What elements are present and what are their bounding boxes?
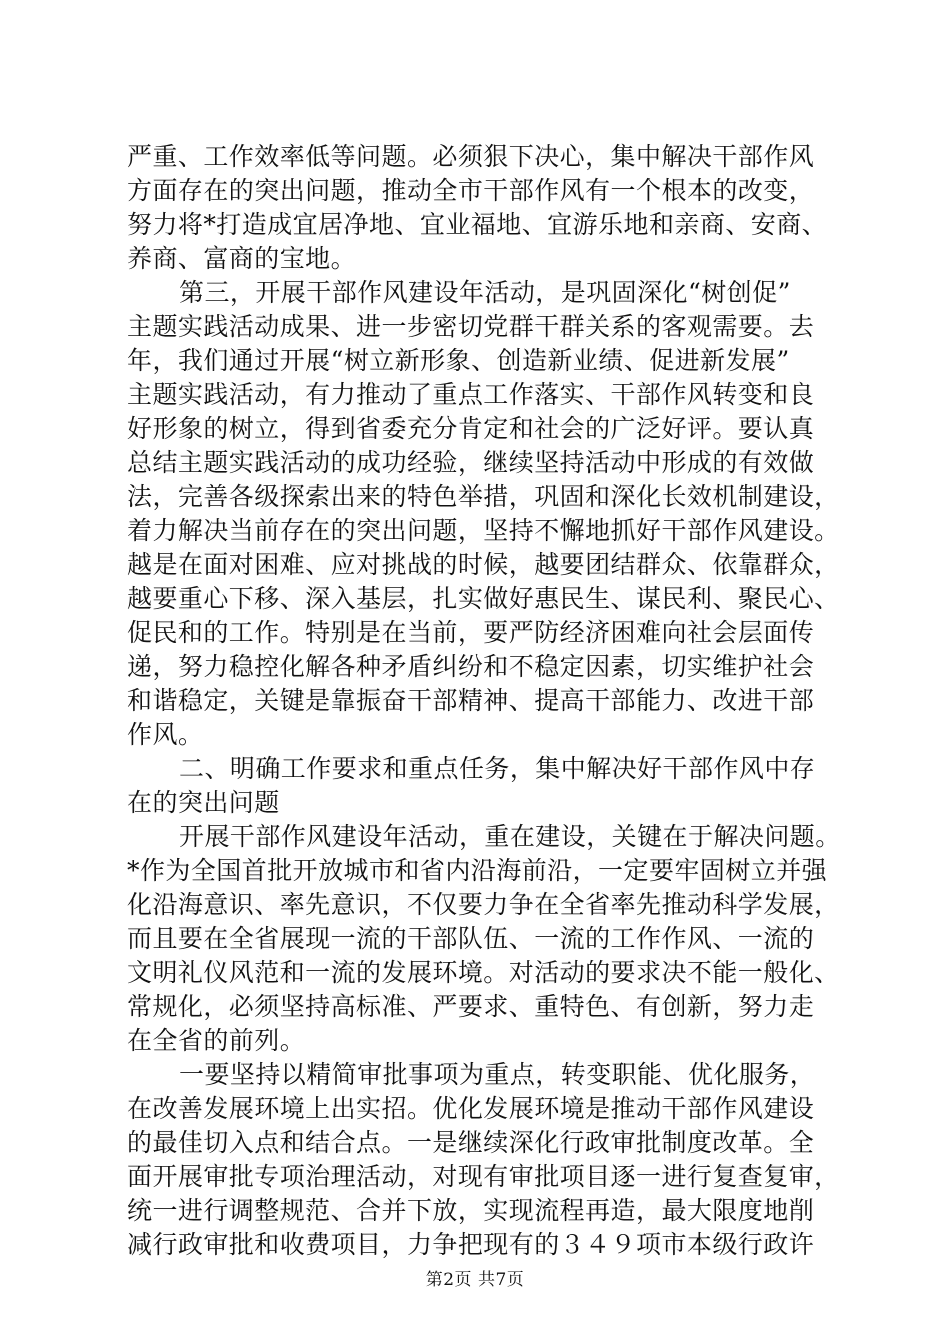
document-body <box>127 140 841 1262</box>
text-line-16: 递，努力稳控化解各种矛盾纠纷和不稳定因素，切实维护社会 <box>127 652 815 681</box>
text-line-27: 在全省的前列。 <box>127 1026 306 1055</box>
text-line-4: 养商、富商的宝地。 <box>127 244 357 273</box>
section-heading-line-2: 在的突出问题 <box>127 788 280 817</box>
text-line-13: 越是在面对困难、应对挑战的时候，越要团结群众、依靠群众， <box>127 550 840 579</box>
paragraph-start-line: 一要坚持以精简审批事项为重点，转变职能、优化服务， <box>179 1060 816 1089</box>
text-line-3: 努力将*打造成宜居净地、宜业福地、宜游乐地和亲商、安商、 <box>127 210 828 239</box>
text-line-9: 好形象的树立，得到省委充分肯定和社会的广泛好评。要认真 <box>127 414 815 443</box>
page-number-footer: 第2页 共7页 <box>425 1270 525 1290</box>
text-line-8: 主题实践活动，有力推动了重点工作落实、干部作风转变和良 <box>127 380 815 409</box>
text-line-10: 总结主题实践活动的成功经验，继续坚持活动中形成的有效做 <box>127 448 815 477</box>
text-line-2: 方面存在的突出问题，推动全市干部作风有一个根本的改变， <box>127 176 815 205</box>
text-line-25: 文明礼仪风范和一流的发展环境。对活动的要求决不能一般化、 <box>127 958 840 987</box>
text-line-14: 越要重心下移、深入基层，扎实做好惠民生、谋民利、聚民心、 <box>127 584 840 613</box>
text-line-12: 着力解决当前存在的突出问题，坚持不懈地抓好干部作风建设。 <box>127 516 840 545</box>
paragraph-start-line: 开展干部作风建设年活动，重在建设，关键在于解决问题。 <box>179 822 841 851</box>
text-line-15: 促民和的工作。特别是在当前，要严防经济困难向社会层面传 <box>127 618 815 647</box>
text-line-1: 严重、工作效率低等问题。必须狠下决心，集中解决干部作风 <box>127 142 815 171</box>
text-line-6: 主题实践活动成果、进一步密切党群干群关系的客观需要。去 <box>127 312 815 341</box>
text-line-30: 的最佳切入点和结合点。一是继续深化行政审批制度改革。全 <box>127 1128 815 1157</box>
text-line-7: 年，我们通过开展“树立新形象、创造新业绩、促进新发展” <box>127 346 790 375</box>
text-line-32: 统一进行调整规范、合并下放，实现流程再造，最大限度地削 <box>127 1196 815 1225</box>
text-line-24: 而且要在全省展现一流的干部队伍、一流的工作作风、一流的 <box>127 924 815 953</box>
text-line-17: 和谐稳定，关键是靠振奋干部精神、提高干部能力、改进干部 <box>127 686 815 715</box>
section-heading-line-1: 二、明确工作要求和重点任务，集中解决好干部作风中存 <box>179 754 816 783</box>
paragraph-start-line: 第三，开展干部作风建设年活动，是巩固深化“树创促” <box>179 278 791 307</box>
text-line-11: 法，完善各级探索出来的特色举措，巩固和深化长效机制建设， <box>127 482 840 511</box>
text-line-23: 化沿海意识、率先意识，不仅要力争在全省率先推动科学发展， <box>127 890 840 919</box>
text-line-18: 作风。 <box>127 720 204 749</box>
text-line-29: 在改善发展环境上出实招。优化发展环境是推动干部作风建设 <box>127 1094 815 1123</box>
text-line-31: 面开展审批专项治理活动，对现有审批项目逐一进行复查复审， <box>127 1162 840 1191</box>
text-line-26: 常规化，必须坚持高标准、严要求、重特色、有创新，努力走 <box>127 992 815 1021</box>
text-line-33: 减行政审批和收费项目，力争把现有的３４９项市本级行政许 <box>127 1230 815 1259</box>
text-line-22: *作为全国首批开放城市和省内沿海前沿，一定要牢固树立并强 <box>127 856 828 885</box>
